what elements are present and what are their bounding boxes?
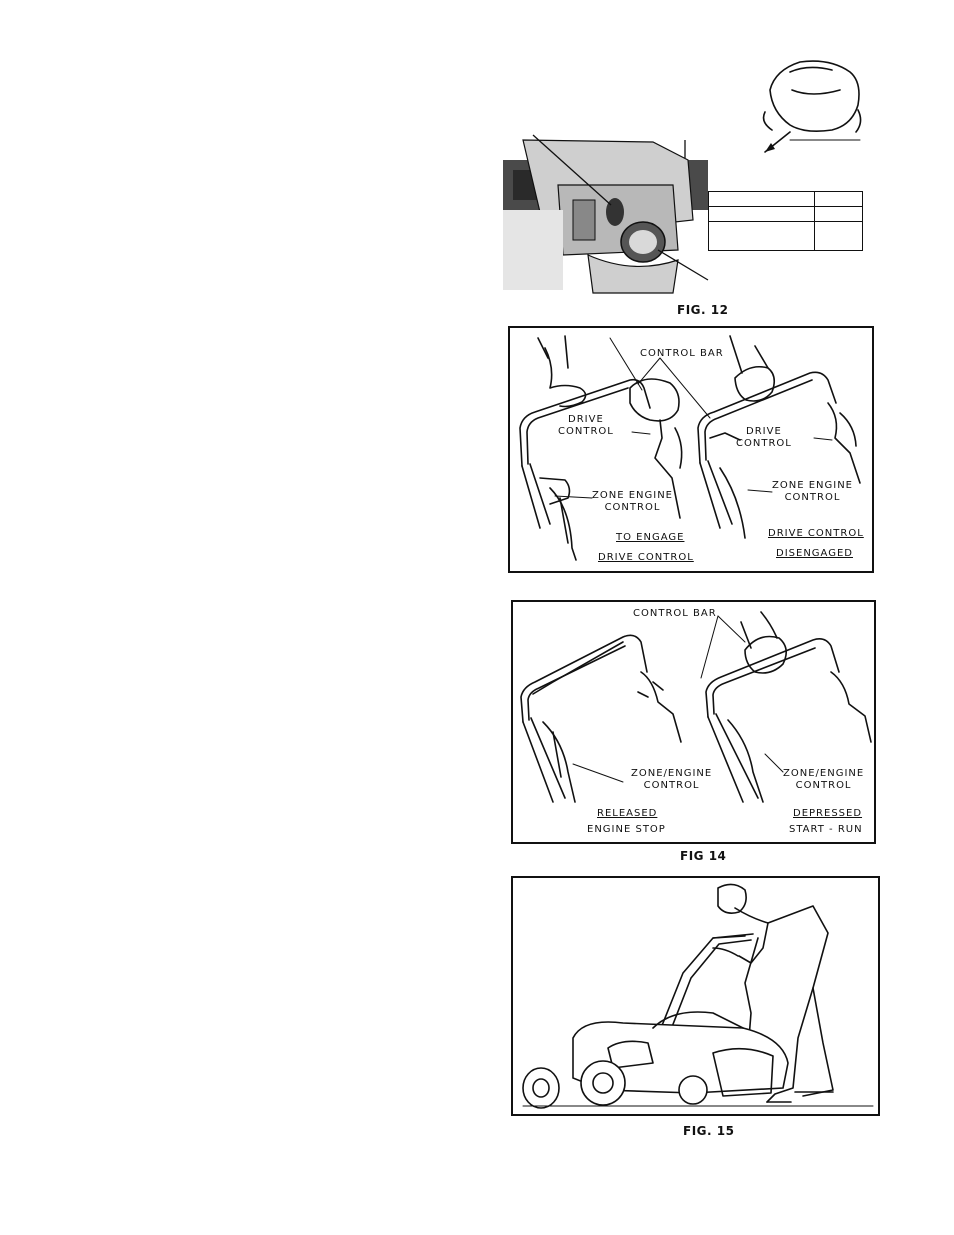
fig14-released-label: RELEASED (597, 808, 658, 819)
fig14-engine-stop-label: ENGINE STOP (587, 824, 666, 835)
fig12-photo (503, 130, 708, 293)
fig12-table (708, 191, 863, 251)
fig15-drawing (513, 878, 882, 1118)
fig12-caption: FIG. 12 (677, 303, 729, 317)
fig14-panel (511, 600, 876, 844)
fig13-to-engage-label: TO ENGAGE (616, 532, 685, 543)
fig13-drive-control-bottom-left-label: DRIVE CONTROL (598, 552, 694, 563)
fig13-panel (508, 326, 874, 573)
fig13-control-bar-label: CONTROL BAR (640, 348, 724, 359)
fig14-zone-engine-left-label: ZONE/ENGINE CONTROL (631, 768, 713, 791)
fig15-panel (511, 876, 880, 1116)
fig13-drive-control-left-label: DRIVE CONTROL (558, 414, 614, 437)
fig14-caption: FIG 14 (680, 849, 727, 863)
fig15-caption: FIG. 15 (683, 1124, 735, 1138)
fig14-start-run-label: START - RUN (789, 824, 863, 835)
fig13-zone-engine-right-label: ZONE ENGINE CONTROL (772, 480, 853, 503)
fig13-drive-control-bottom-right-label: DRIVE CONTROL (768, 528, 864, 539)
fig13-zone-engine-left-label: ZONE ENGINE CONTROL (592, 490, 673, 513)
fig14-control-bar-label: CONTROL BAR (633, 608, 717, 619)
fig13-disengaged-label: DISENGAGED (776, 548, 853, 559)
fig13-drive-control-right-label: DRIVE CONTROL (736, 426, 792, 449)
fig14-depressed-label: DEPRESSED (793, 808, 863, 819)
fig14-zone-engine-right-label: ZONE/ENGINE CONTROL (783, 768, 865, 791)
